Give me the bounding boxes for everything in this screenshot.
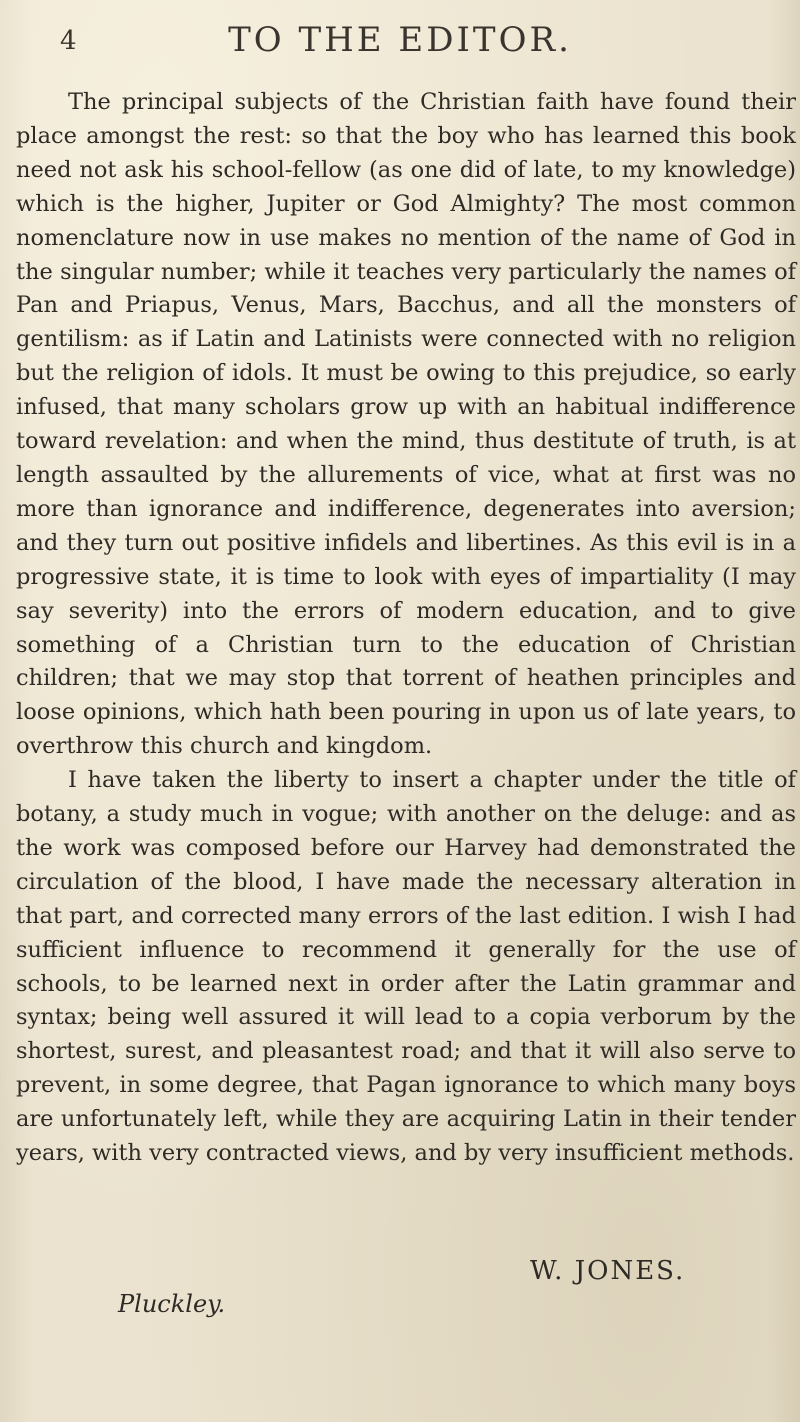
running-head-title: TO THE EDITOR. — [228, 20, 572, 60]
signature: W. JONES. — [530, 1256, 686, 1286]
place-name: Pluckley. — [118, 1290, 226, 1318]
paragraph-2: I have taken the liberty to insert a chapter under the title of botany, a study much in vogue; with another on the deluge: and as the work was composed before our Harvey had demonstrated the circulation of the blood, I have made the necessary alteration in that part, and corrected many errors of the last edition. I wish I had sufficient influence to recommend it generally for the use of schools, to be learned next in order after the Latin grammar and syntax; being well assured it will lead to a copia verborum by the shortest, surest, and pleasantest road; and that it will also serve to prevent, in some degree, that Pagan ignorance to which many boys are unfortunately left, while they are acquiring Latin in their tender years, with very contracted views, and by very insufficient methods. — [16, 767, 796, 1167]
body-text — [16, 86, 796, 1171]
running-head — [0, 16, 800, 64]
page-number: 4 — [60, 26, 77, 56]
letter-closing — [0, 1256, 800, 1376]
paragraph-1: The principal subjects of the Christian faith have found their place amongst the rest: so that the boy who has learned this book need not ask his school-fellow (as one did of late, to my knowledge) which is the higher, Jupiter or God Almighty? The most common nomenclature now in use makes no mention of the name of God in the singular number; while it teaches very particularly the names of Pan and Priapus, Venus, Mars, Bacchus, and all the monsters of gentilism: as if Latin and Latinists were connected with no religion but the religion of idols. It must be owing to this prejudice, so early infused, that many scholars grow up with an habitual indifference toward revelation: and when the mind, thus destitute of truth, is at length assaulted by the allurements of vice, what at first was no more than ignorance and indifference, degenerates into aversion; and they turn out positive infidels and libertines. As this evil is in a progressive state, it is time to look with eyes of impartiality (I may say severity) into the errors of modern education, and to give something of a Christian turn to the education of Christian children; that we may stop that torrent of heathen principles and loose opinions, which hath been pouring in upon us of late years, to overthrow this church and kingdom. — [16, 89, 796, 760]
